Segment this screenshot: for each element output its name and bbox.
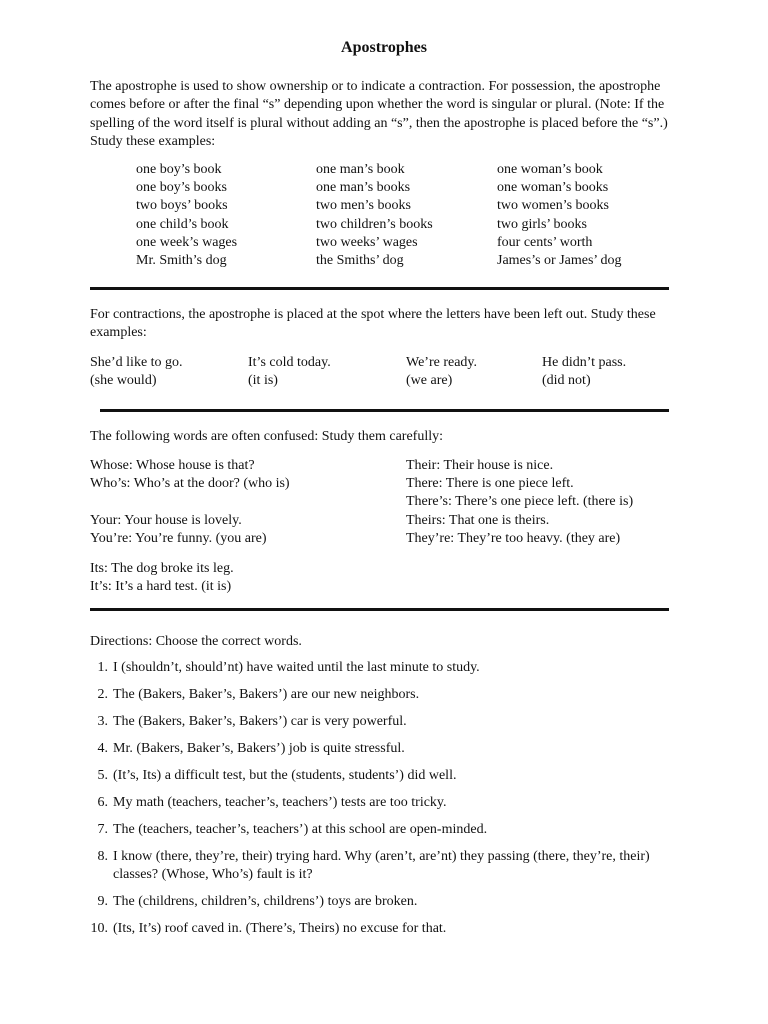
question-item (90, 794, 680, 812)
question-text: Mr. (Bakers, Baker’s, Bakers’) job is quite stressful. (113, 741, 405, 756)
confused-entry: You’re: You’re funny. (you are) (90, 531, 267, 547)
possession-column-1 (136, 161, 237, 270)
question-text: My math (teachers, teacher’s, teachers’) tests are too tricky. (113, 795, 447, 810)
question-item (90, 686, 680, 704)
example-item: two weeks’ wages (316, 234, 418, 250)
confused-entry: There: There is one piece left. (406, 476, 574, 492)
confused-entry: Their: Their house is nice. (406, 458, 554, 473)
question-number: 7. (97, 822, 108, 837)
question-number: 8. (97, 849, 108, 864)
confused-entry: They’re: They’re too heavy. (they are) (406, 530, 621, 546)
example-item: the Smiths’ dog (316, 253, 404, 269)
question-list (90, 659, 680, 947)
contraction-example (90, 354, 183, 390)
example-item: two girls’ books (497, 216, 587, 232)
question-text: The (childrens, children’s, childrens’) toys are broken. (113, 894, 418, 909)
contraction-expansion: (she would) (90, 373, 157, 388)
possession-column-2 (316, 161, 433, 270)
example-item: one woman’s books (497, 180, 609, 196)
example-item: one week’s wages (136, 234, 238, 250)
question-item (90, 767, 680, 785)
example-item: Mr. Smith’s dog (136, 253, 227, 269)
page-title: Apostrophes (341, 39, 427, 56)
contraction-sentence: We’re ready. (406, 355, 478, 370)
question-number: 3. (97, 714, 108, 729)
contraction-sentence: She’d like to go. (90, 355, 183, 370)
example-item: two boys’ books (136, 198, 228, 214)
contraction-example (542, 354, 626, 390)
question-item (90, 920, 680, 938)
question-number: 6. (97, 795, 108, 810)
question-item (90, 740, 680, 758)
question-text: The (Bakers, Baker’s, Bakers’) car is very powerful. (113, 714, 407, 729)
question-text: (It’s, Its) a difficult test, but the (students, students’) did well. (113, 768, 457, 783)
question-text: The (Bakers, Baker’s, Bakers’) are our new neighbors. (113, 687, 420, 702)
question-number: 10. (90, 921, 108, 936)
question-item (90, 821, 680, 839)
confused-entry: It’s: It’s a hard test. (it is) (90, 579, 232, 595)
example-item: one child’s book (136, 216, 229, 232)
confused-entry: Whose: Whose house is that? (90, 458, 255, 473)
contraction-sentence: It’s cold today. (248, 355, 331, 370)
confused-entry: There’s: There’s one piece left. (there is) (406, 494, 634, 510)
contraction-expansion: (we are) (406, 373, 453, 388)
confused-entry: Who’s: Who’s at the door? (who is) (90, 476, 290, 492)
question-text: The (teachers, teacher’s, teachers’) at this school are open-minded. (113, 822, 488, 837)
question-number: 5. (97, 768, 108, 783)
intro-paragraph: The apostrophe is used to show ownership or to indicate a contraction. For possession, the apostrophe comes before or after the final “s” depending upon whether the word is singular or plural. (Note: If the spelling of the word itself is plural without adding an “s”, then the apostrophe is placed before the “s”.) Study these examples: (90, 79, 668, 149)
contraction-sentence: He didn’t pass. (542, 355, 627, 370)
confused-entry: Its: The dog broke its leg. (90, 561, 234, 576)
example-item: two children’s books (316, 216, 433, 232)
confused-group-whose (90, 457, 290, 493)
question-item (90, 848, 680, 884)
contractions-intro: For contractions, the apostrophe is placed at the spot where the letters have been left out. Study these examples: (90, 307, 656, 341)
example-item: two women’s books (497, 198, 609, 214)
directions: Directions: Choose the correct words. (90, 634, 302, 649)
section-divider (90, 287, 669, 290)
example-item: one boy’s book (136, 162, 222, 177)
possession-column-3 (497, 161, 622, 270)
contraction-example (406, 354, 477, 390)
question-text: (Its, It’s) roof caved in. (There’s, Theirs) no excuse for that. (113, 921, 447, 936)
question-number: 1. (97, 660, 108, 675)
question-number: 4. (97, 741, 108, 756)
question-number: 2. (97, 687, 108, 702)
confused-entry: Your: Your house is lovely. (90, 513, 242, 528)
example-item: one woman’s book (497, 162, 603, 177)
contraction-expansion: (it is) (248, 373, 278, 388)
example-item: James’s or James’ dog (497, 253, 622, 269)
question-text: I (shouldn’t, should’nt) have waited until the last minute to study. (113, 660, 480, 675)
confused-intro: The following words are often confused: Study them carefully: (90, 429, 444, 444)
example-item: one man’s book (316, 162, 405, 177)
confused-group-its (90, 560, 234, 596)
example-item: four cents’ worth (497, 234, 593, 250)
confused-group-your (90, 512, 267, 548)
contraction-expansion: (did not) (542, 373, 591, 388)
question-item (90, 659, 680, 677)
question-item (90, 713, 680, 731)
confused-group-their (406, 457, 633, 548)
example-item: one man’s books (316, 180, 411, 196)
contraction-example (248, 354, 331, 390)
question-text: I know (there, they’re, their) trying hard. Why (aren’t, are’nt) they passing (there, they’re, their) classes? (Whose, Who’s) fault is it? (113, 849, 650, 882)
example-item: two men’s books (316, 198, 411, 214)
section-divider (100, 409, 669, 412)
example-item: one boy’s books (136, 180, 227, 196)
question-number: 9. (97, 894, 108, 909)
question-item (90, 893, 680, 911)
confused-entry: Theirs: That one is theirs. (406, 512, 550, 528)
section-divider (90, 608, 669, 611)
